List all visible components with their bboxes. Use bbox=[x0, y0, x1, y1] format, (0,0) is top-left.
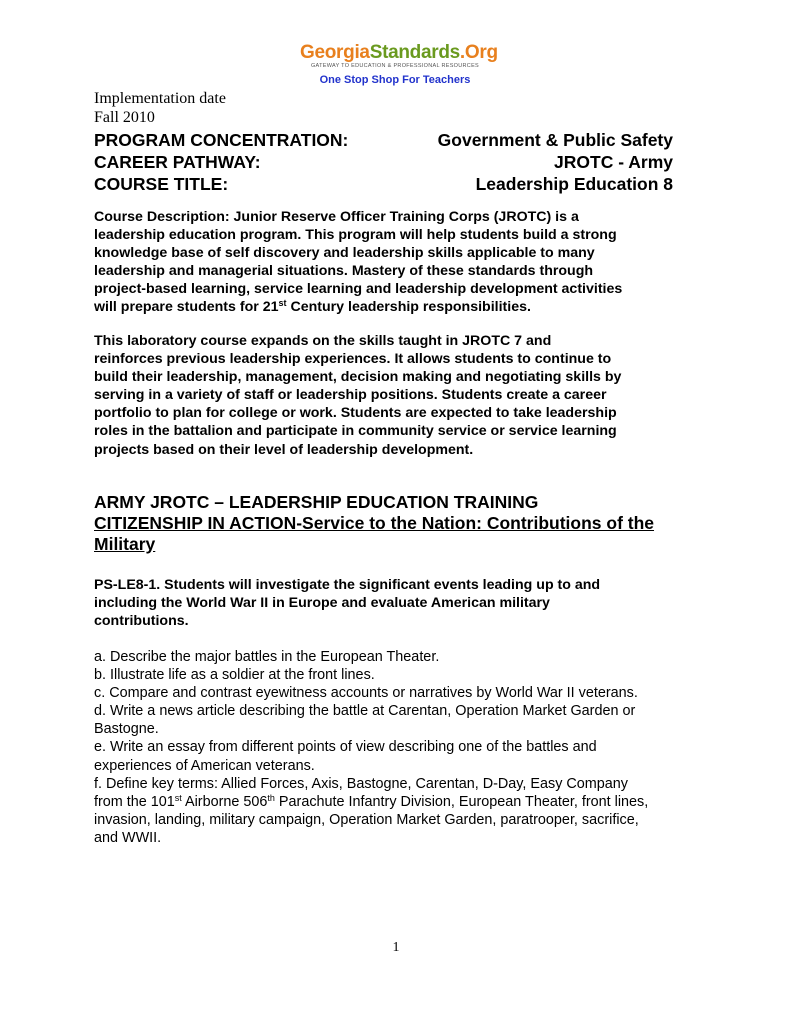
description-text: Century leadership responsibilities. bbox=[286, 299, 531, 316]
implementation-date: Fall 2010 bbox=[94, 109, 155, 126]
description-line: Course Description: Junior Reserve Officer Training Corps (JROTC) is a bbox=[94, 209, 579, 225]
logo-wordmark bbox=[300, 42, 498, 64]
logo-part-org: .Org bbox=[459, 42, 498, 63]
implementation-label: Implementation date bbox=[94, 90, 226, 107]
field-value: JROTC - Army bbox=[554, 152, 673, 172]
logo-tagline[interactable]: One Stop Shop For Teachers bbox=[319, 74, 471, 86]
element-item-e: e. Write an essay from different points of view describing one of the battles and bbox=[94, 739, 597, 756]
element-item-f-cont: invasion, landing, military campaign, Operation Market Garden, paratrooper, sacrifice, bbox=[94, 811, 639, 828]
implementation-block bbox=[94, 89, 226, 127]
page-number: 1 bbox=[392, 940, 400, 955]
section-title: ARMY JROTC – LEADERSHIP EDUCATION TRAINING bbox=[94, 492, 539, 512]
description-line: leadership and managerial situations. Mastery of these standards through bbox=[94, 263, 594, 280]
element-item-b: b. Illustrate life as a soldier at the front lines. bbox=[94, 667, 375, 684]
logo-part-georgia: Georgia bbox=[300, 42, 370, 63]
element-item-e-cont: experiences of American veterans. bbox=[94, 757, 315, 774]
standard-statement bbox=[94, 576, 679, 630]
superscript: th bbox=[267, 792, 275, 803]
logo-part-standards: Standards bbox=[369, 42, 460, 63]
description-text: will prepare students for 21 bbox=[94, 299, 279, 316]
element-item-c: c. Compare and contrast eyewitness accounts or narratives by World War II veterans. bbox=[94, 685, 638, 702]
standard-line: PS-LE8-1. Students will investigate the significant events leading up to and bbox=[94, 577, 601, 593]
element-item-f: f. Define key terms: Allied Forces, Axis, Bastogne, Carentan, D-Day, Easy Company bbox=[94, 775, 629, 792]
lab-line: serving in a variety of staff or leadership positions. Students create a career bbox=[94, 387, 607, 404]
description-line bbox=[94, 298, 679, 316]
lab-line: This laboratory course expands on the skills taught in JROTC 7 and bbox=[94, 333, 552, 349]
element-item-f-cont: and WWII. bbox=[94, 829, 162, 846]
lab-description bbox=[94, 332, 679, 459]
superscript: st bbox=[278, 298, 287, 309]
field-label: PROGRAM CONCENTRATION: bbox=[94, 130, 349, 150]
field-value: Government & Public Safety bbox=[437, 130, 673, 150]
lab-line: roles in the battalion and participate in community service or service learning bbox=[94, 423, 617, 440]
description-line: knowledge base of self discovery and leadership skills applicable to many bbox=[94, 245, 595, 262]
standard-line: including the World War II in Europe and evaluate American military bbox=[94, 595, 550, 612]
lab-line: reinforces previous leadership experiences. It allows students to continue to bbox=[94, 351, 612, 368]
lab-line: build their leadership, management, decision making and negotiating skills by bbox=[94, 369, 622, 386]
section-subtitle-line1: CITIZENSHIP IN ACTION-Service to the Nation: Contributions of the bbox=[94, 513, 655, 533]
course-description bbox=[94, 208, 679, 317]
element-list bbox=[94, 648, 694, 847]
field-label: COURSE TITLE: bbox=[94, 174, 229, 194]
field-value: Leadership Education 8 bbox=[475, 174, 673, 194]
element-text: Airborne 506 bbox=[181, 793, 268, 810]
element-item-d: d. Write a news article describing the battle at Carentan, Operation Market Garden or bbox=[94, 703, 636, 720]
superscript: st bbox=[174, 792, 182, 803]
logo-subtitle: GATEWAY TO EDUCATION & PROFESSIONAL RESOURCES bbox=[310, 63, 480, 69]
lab-line: projects based on their level of leadership development. bbox=[94, 441, 474, 458]
description-line: project-based learning, service learning and leadership development activities bbox=[94, 281, 623, 298]
standard-line: contributions. bbox=[94, 613, 189, 630]
description-line: leadership education program. This program will help students build a strong bbox=[94, 227, 617, 244]
element-text: Parachute Infantry Division, European Theater, front lines, bbox=[274, 793, 649, 810]
element-item-d-cont: Bastogne. bbox=[94, 721, 159, 738]
element-item-f-cont bbox=[94, 793, 694, 811]
lab-line: portfolio to plan for college or work. Students are expected to take leadership bbox=[94, 405, 617, 422]
field-label: CAREER PATHWAY: bbox=[94, 152, 261, 172]
section-subtitle-line2: Military bbox=[94, 534, 156, 554]
section-heading bbox=[94, 492, 684, 555]
element-text: from the 101 bbox=[94, 793, 175, 810]
element-item-a: a. Describe the major battles in the European Theater. bbox=[94, 649, 440, 665]
